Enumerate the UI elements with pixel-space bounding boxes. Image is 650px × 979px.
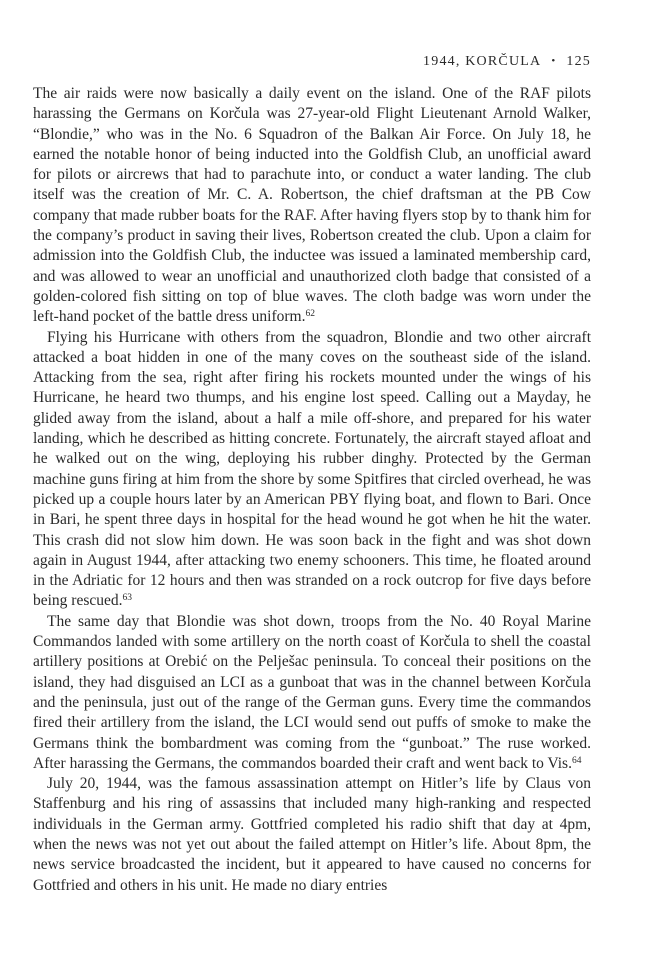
paragraph-text: July 20, 1944, was the famous assassination attempt on Hitler’s life by Claus von Staffenburg and his ring of assassins that included many high-ranking and respected individuals in the German army. Gottfried completed his radio shift that day at 4pm, when the news was not yet out about the failed attempt on Hitler’s life. About 8pm, the news service broadcasted the incident, but it appeared to have caused no concerns for Gottfried and others in his unit. He made no diary entries (33, 775, 591, 894)
paragraph-text: The same day that Blondie was shot down, troops from the No. 40 Royal Marine Commandos landed with some artillery on the north coast of Korčula to shell the coastal artillery positions at Orebić on the Pelješac peninsula. To conceal their positions on the island, they had disguised an LCI as a gunboat that was in the channel between Korčula and the peninsula, just out of the range of the German guns. Every time the commandos fired their artillery from the island, the LCI would send out puffs of smoke to make the Germans think the bombardment was coming from the “gunboat.” The ruse worked. After harassing the Germans, the commandos boarded their craft and went back to Vis. (33, 612, 591, 772)
page-number: 125 (566, 54, 591, 69)
footnote-ref: 63 (122, 593, 133, 604)
paragraph (33, 84, 591, 328)
paragraph-text: The air raids were now basically a daily event on the island. One of the RAF pilots harassing the Germans on Korčula was 27-year-old Flight Lieutenant Arnold Walker, “Blondie,” who was in the No. 6 Squadron of the Balkan Air Force. On July 18, he earned the notable honor of being inducted into the Goldfish Club, an unofficial award for pilots or aircrews that had to parachute into, or conduct a water landing. The club itself was the creation of Mr. C. A. Robertson, the chief draftsman at the PB Cow company that made rubber boats for the RAF. After having flyers stop by to thank him for the company’s product in saving their lives, Robertson created the club. Upon a claim for admission into the Goldfish Club, the inductee was issued a laminated membership card, and was allowed to wear an unofficial and unauthorized cloth badge that consisted of a golden-colored fish sitting on top of blue waves. The cloth badge was worn under the left-hand pocket of the battle dress uniform. (33, 85, 591, 326)
running-title: 1944, KORČULA (423, 54, 542, 69)
paragraph-text: Flying his Hurricane with others from the squadron, Blondie and two other aircraft attacked a boat hidden in one of the many coves on the southeast side of the island. Attacking from the sea, right after firing his rockets mounted under the wings of his Hurricane, he heard two thumps, and his engine lost speed. Calling out a Mayday, he glided away from the island, about a half a mile off-shore, and prepared for his water landing, which he described as hitting concrete. Fortunately, the aircraft stayed afloat and he walked out on the wing, deploying his rubber dinghy. Protected by the German machine guns firing at him from the shore by some Spitfires that circled overhead, he was picked up a couple hours later by an American PBY flying boat, and flown to Bari. Once in Bari, he spent three days in hospital for the head wound he got when he hit the water. This crash did not slow him down. He was soon back in the fight and was shot down again in August 1944, after attacking two enemy schooners. This time, he floated around in the Adriatic for 12 hours and then was stranded on a rock outcrop for five days before being rescued. (33, 328, 591, 610)
running-header (33, 50, 591, 72)
paragraph (33, 328, 591, 612)
paragraph (33, 612, 591, 774)
paragraph (33, 774, 591, 896)
footnote-ref: 64 (571, 755, 582, 766)
book-page (33, 50, 591, 896)
footnote-ref: 62 (305, 309, 315, 320)
body-text (33, 84, 591, 896)
header-separator: • (551, 55, 557, 67)
